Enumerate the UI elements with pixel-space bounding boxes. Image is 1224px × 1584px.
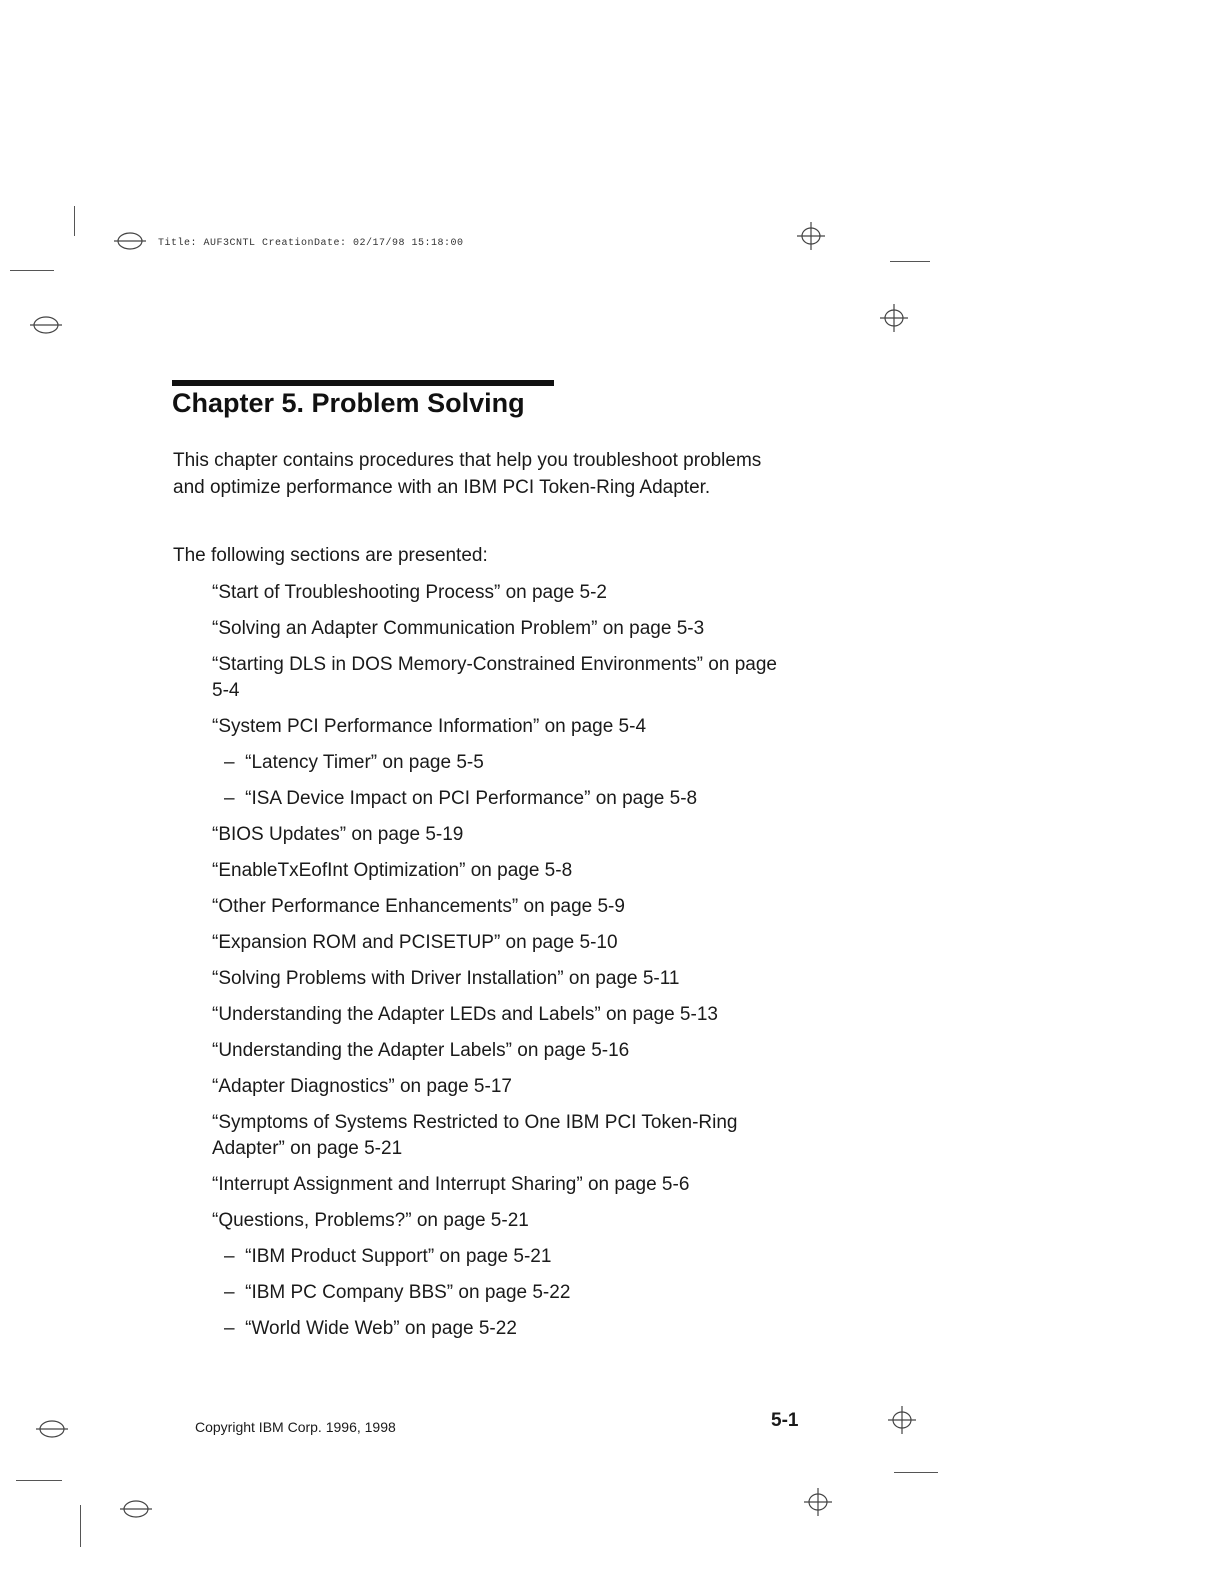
section-list: [212, 580, 792, 1352]
sections-intro: The following sections are presented:: [173, 545, 488, 566]
crosshair-mark-icon: [878, 302, 910, 334]
chapter-rule: [172, 380, 554, 386]
section-item[interactable]: “Solving an Adapter Communication Problem” on page 5-3: [212, 618, 705, 639]
copyright-notice: Copyright IBM Corp. 1996, 1998: [195, 1419, 396, 1435]
registration-mark-icon: [34, 1418, 70, 1440]
section-item[interactable]: “BIOS Updates” on page 5-19: [212, 824, 464, 845]
registration-mark-icon: [28, 314, 64, 336]
creation-info-header: Title: AUF3CNTL CreationDate: 02/17/98 15:18:00: [158, 238, 464, 249]
section-item[interactable]: “Questions, Problems?” on page 5-21: [212, 1210, 529, 1231]
registration-mark-icon: [118, 1498, 154, 1520]
crop-line: [80, 1505, 81, 1547]
section-subitem[interactable]: – “Latency Timer” on page 5-5: [212, 750, 792, 776]
section-item[interactable]: “Solving Problems with Driver Installation” on page 5-11: [212, 968, 680, 989]
crosshair-mark-icon: [886, 1404, 918, 1436]
section-item[interactable]: “Understanding the Adapter LEDs and Labels” on page 5-13: [212, 1004, 718, 1025]
chapter-intro: This chapter contains procedures that help you troubleshoot problems and optimize performance with an IBM PCI Token-Ring Adapter.: [173, 450, 762, 498]
section-subitem[interactable]: – “IBM Product Support” on page 5-21: [212, 1244, 792, 1270]
crop-line: [16, 1480, 62, 1481]
page-number: 5-1: [771, 1410, 799, 1431]
crosshair-mark-icon: [802, 1486, 834, 1518]
section-item[interactable]: “Expansion ROM and PCISETUP” on page 5-10: [212, 932, 618, 953]
section-subitem[interactable]: – “ISA Device Impact on PCI Performance” on page 5-8: [212, 786, 792, 812]
section-item[interactable]: “Adapter Diagnostics” on page 5-17: [212, 1076, 512, 1097]
crosshair-mark-icon: [795, 220, 827, 252]
section-item[interactable]: “Symptoms of Systems Restricted to One IBM PCI Token-Ring Adapter” on page 5-21: [212, 1112, 738, 1159]
section-item[interactable]: “Start of Troubleshooting Process” on page 5-2: [212, 582, 608, 603]
crop-line: [890, 261, 930, 262]
chapter-title: Chapter 5. Problem Solving: [172, 388, 525, 418]
section-item[interactable]: “Understanding the Adapter Labels” on page 5-16: [212, 1040, 630, 1061]
crop-line: [10, 270, 54, 271]
crop-line: [74, 206, 75, 236]
section-item[interactable]: “Starting DLS in DOS Memory-Constrained Environments” on page 5-4: [212, 654, 777, 701]
crop-line: [894, 1472, 938, 1473]
section-item[interactable]: “System PCI Performance Information” on page 5-4: [212, 716, 647, 737]
section-subitem[interactable]: – “IBM PC Company BBS” on page 5-22: [212, 1280, 792, 1306]
section-item[interactable]: “Interrupt Assignment and Interrupt Sharing” on page 5-6: [212, 1174, 690, 1195]
section-subitem[interactable]: – “World Wide Web” on page 5-22: [212, 1316, 792, 1342]
section-item[interactable]: “EnableTxEofInt Optimization” on page 5-8: [212, 860, 573, 881]
registration-mark-icon: [112, 230, 148, 252]
section-item[interactable]: “Other Performance Enhancements” on page 5-9: [212, 896, 625, 917]
